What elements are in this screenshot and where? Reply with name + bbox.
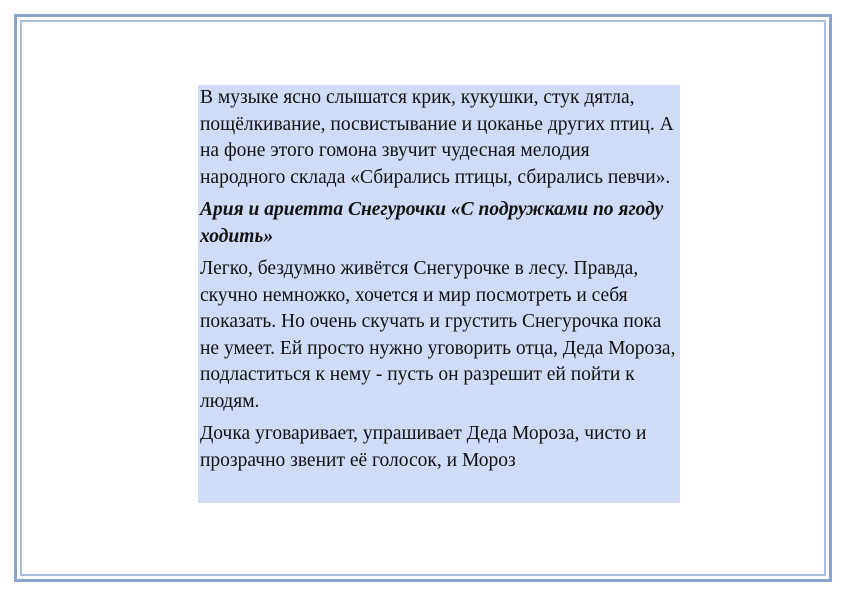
text-box: [198, 85, 680, 503]
paragraph-cuckoo-woodpecker: В музыке ясно слышатся крик, кукушки, стук дятла, пощёлкивание, посвистывание и цоканье других птиц. А на фоне этого гомона звучит чудесная мелодия народного склада «Сбирались птицы, сбирались певчи».: [200, 87, 674, 188]
section-heading-aria: Ария и ариетта Снегурочки «С подружками по ягоду ходить»: [200, 199, 664, 247]
paragraph-snegurochka-forest: Легко, бездумно живётся Снегурочке в лесу. Правда, скучно немножко, хочется и мир посмотреть и себя показать. Но очень скучать и грустить Снегурочка пока не умеет. Ей просто нужно уговорить отца, Деда Мороза, подластиться к нему - пусть он разрешит ей пойти к людям.: [200, 258, 676, 412]
paragraph-daughter-persuades: Дочка уговаривает, упрашивает Деда Мороза, чисто и прозрачно звенит её голосок, и Мороз: [200, 423, 647, 471]
